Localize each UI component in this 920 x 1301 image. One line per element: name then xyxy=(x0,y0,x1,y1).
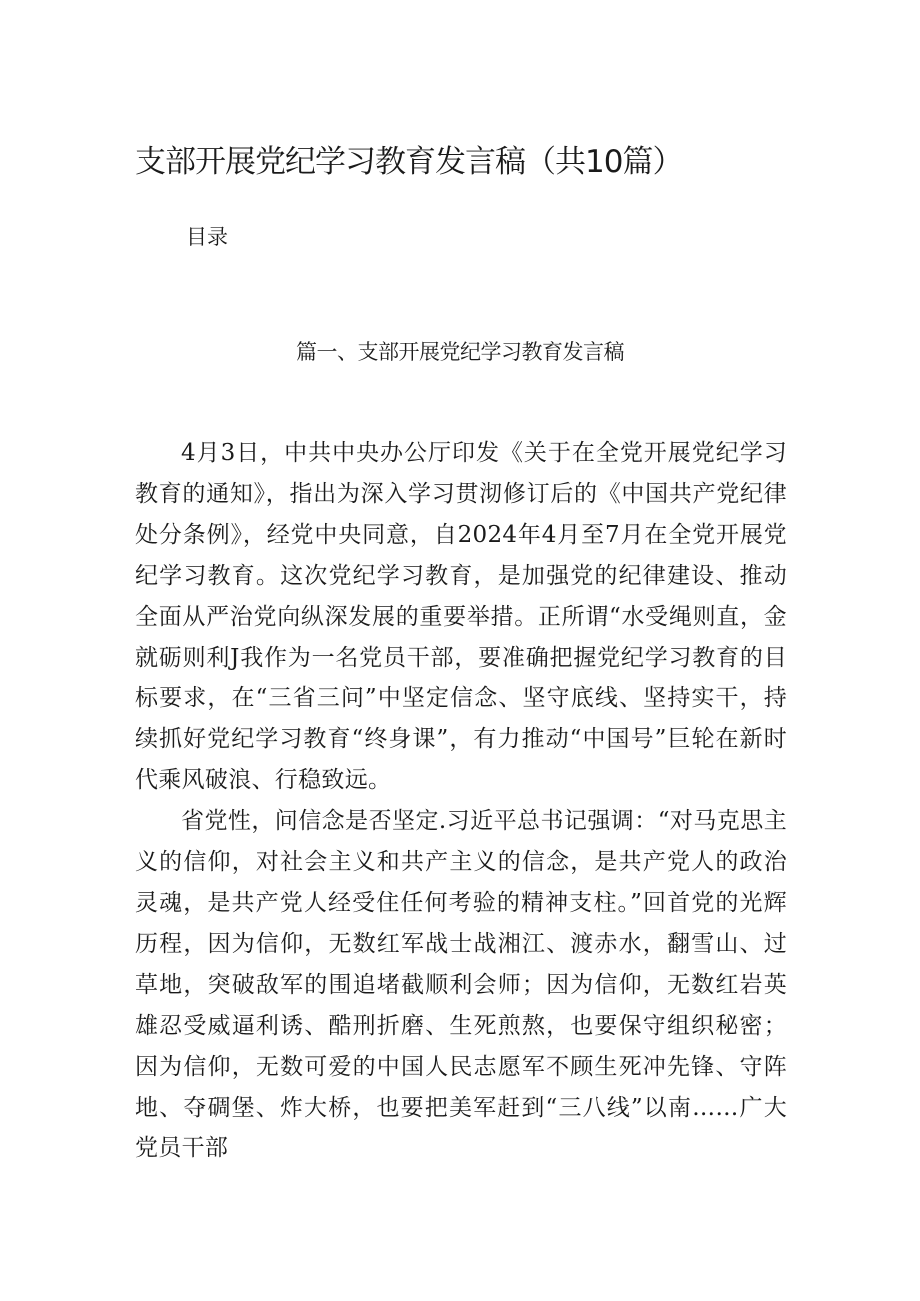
paragraph: 省党性，问信念是否坚定.习近平总书记强调：“对马克思主义的信仰，对社会主义和共产主义的信念，是共产党人的政治灵魂，是共产党人经受住任何考验的精神支柱。”回首党的光辉历程，因为信仰，无数红军战士战湘江、渡赤水，翻雪山、过草地，突破敌军的围追堵截顺利会师；因为信仰，无数红岩英雄忍受威逼利诱、酷刑折磨、生死煎熬，也要保守组织秘密；因为信仰，无数可爱的中国人民志愿军不顾生死冲先锋、守阵地、夺碉堡、炸大桥，也要把美军赶到“三八线”以南……广大党员干部 xyxy=(135,808,787,1162)
table-of-contents-label: 目录 xyxy=(186,225,228,249)
section-heading: 篇一、支部开展党纪学习教育发言稿 xyxy=(296,340,624,364)
body-text xyxy=(135,433,787,1169)
document-title: 支部开展党纪学习教育发言稿（共10篇） xyxy=(135,144,683,180)
paragraph: 4月3日，中共中央办公厅印发《关于在全党开展党纪学习教育的通知》，指出为深入学习贯沏修订后的《中国共产党纪律处分条例》，经党中央同意，自2024年4月至7月在全党开展党纪学习教育。这次党纪学习教育，是加强党的纪律建设、推动全面从严治党向纵深发展的重要举措。正所谓“水受绳则直，金就砺则利J我作为一名党员干部，要准确把握党纪学习教育的目标要求，在“三省三问”中坚定信念、坚守底线、坚持实干，持续抓好党纪学习教育“终身课”，有力推动“中国号”巨轮在新时代乘风破浪、行稳致远。 xyxy=(135,440,787,794)
